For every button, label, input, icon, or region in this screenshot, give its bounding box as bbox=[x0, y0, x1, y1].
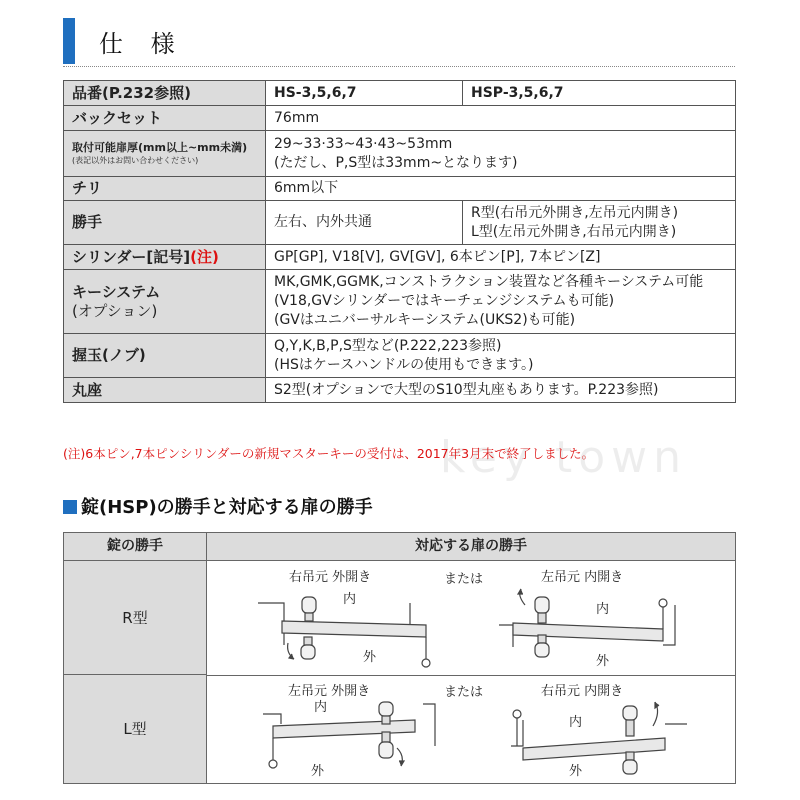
section-square-icon bbox=[63, 500, 77, 514]
r-right-outside: 外 bbox=[596, 654, 610, 669]
hand-hsp-line-1: R型(右吊元外開き,左吊元内開き) bbox=[471, 204, 679, 221]
spec-door bbox=[266, 131, 736, 177]
handing-col-lock: 錠の勝手 bbox=[64, 533, 207, 561]
r-left-door-diagram bbox=[250, 585, 440, 670]
spec-cylinder: GP[GP], V18[V], GV[GV], 6本ピン[P], 7本ピン[Z] bbox=[266, 245, 736, 270]
r-right-door-diagram bbox=[495, 585, 685, 670]
header-accent-bar bbox=[63, 18, 75, 64]
table-row bbox=[64, 334, 736, 378]
handing-col-door: 対応する扉の勝手 bbox=[207, 533, 735, 561]
spec-label-chiri: チリ bbox=[64, 177, 266, 201]
header-divider bbox=[63, 66, 735, 68]
spec-hand-hsp bbox=[463, 201, 736, 245]
spec-keysystem bbox=[266, 270, 736, 334]
spec-label-door bbox=[64, 131, 266, 177]
spec-knob bbox=[266, 334, 736, 378]
spec-hand-hs: 左右、内外共通 bbox=[266, 201, 463, 245]
knob-line-1: Q,Y,K,B,P,S型など(P.222,223参照) bbox=[274, 337, 502, 354]
table-row bbox=[64, 177, 736, 201]
keysystem-line-1: MK,GMK,GGMK,コンストラクション装置など各種キーシステム可能 bbox=[274, 274, 704, 290]
r-left-inside: 内 bbox=[343, 592, 357, 607]
cylinder-note-mark: (注) bbox=[190, 247, 219, 266]
door-label-note: (表記以外はお問い合わせください) bbox=[72, 156, 199, 165]
footnote: (注)6本ピン,7本ピンシリンダーの新規マスターキーの受付は、2017年3月末で終了しました。 bbox=[63, 446, 595, 461]
spec-label-knob: 握玉(ノブ) bbox=[64, 334, 266, 378]
keysystem-line-3: (GVはユニバーサルキーシステム(UKS2)も可能) bbox=[274, 312, 576, 328]
spec-label-cylinder bbox=[64, 245, 266, 270]
handing-r-type: R型 bbox=[64, 561, 207, 675]
table-row bbox=[64, 378, 736, 403]
watermark: key town bbox=[440, 432, 688, 483]
spec-label-model: 品番(P.232参照) bbox=[64, 81, 266, 106]
l-left-inside: 内 bbox=[314, 700, 328, 715]
table-row bbox=[64, 81, 736, 106]
table-row bbox=[64, 270, 736, 334]
r-right-caption: 左吊元 内開き bbox=[541, 570, 624, 585]
section-header bbox=[63, 18, 735, 64]
spec-table bbox=[63, 80, 736, 403]
spec-label-keysystem bbox=[64, 270, 266, 334]
knob-line-2: (HSはケースハンドルの使用もできます。) bbox=[274, 356, 534, 373]
spec-label-hand: 勝手 bbox=[64, 201, 266, 245]
l-left-caption: 左吊元 外開き bbox=[288, 684, 371, 699]
spec-label-rose: 丸座 bbox=[64, 378, 266, 403]
spec-chiri: 6mm以下 bbox=[266, 177, 736, 201]
spec-model-hsp: HSP-3,5,6,7 bbox=[463, 81, 736, 106]
door-label-main: 取付可能扉厚(mm以上~mm未満) bbox=[72, 141, 248, 154]
table-row bbox=[64, 131, 736, 177]
r-left-outside: 外 bbox=[363, 650, 377, 665]
hand-hsp-line-2: L型(左吊元外開き,右吊元内開き) bbox=[471, 223, 677, 240]
keysystem-label-main: キーシステム bbox=[72, 282, 161, 301]
l-or-label: または bbox=[444, 685, 484, 700]
l-left-outside: 外 bbox=[311, 764, 325, 779]
spec-rose: S2型(オプションで大型のS10型丸座もあります。P.223参照) bbox=[266, 378, 736, 403]
r-or-label: または bbox=[444, 572, 484, 587]
r-right-inside: 内 bbox=[596, 602, 610, 617]
spec-label-backset: バックセット bbox=[64, 106, 266, 131]
handing-row-divider bbox=[207, 675, 735, 676]
l-right-inside: 内 bbox=[569, 715, 583, 730]
l-right-door-diagram bbox=[505, 696, 695, 776]
table-row bbox=[64, 106, 736, 131]
handing-l-type: L型 bbox=[64, 675, 207, 783]
spec-model-hs: HS-3,5,6,7 bbox=[266, 81, 463, 106]
section-title bbox=[63, 493, 373, 519]
cylinder-label-text: シリンダー[記号] bbox=[72, 247, 191, 266]
keysystem-line-2: (V18,GVシリンダーではキーチェンジシステムも可能) bbox=[274, 293, 615, 309]
table-row bbox=[64, 245, 736, 270]
door-line-2: (ただし、P,S型は33mm~となります) bbox=[274, 154, 518, 171]
door-line-1: 29~33·33~43·43~53mm bbox=[274, 135, 453, 152]
l-left-door-diagram bbox=[255, 696, 445, 776]
keysystem-label-sub: (オプション) bbox=[72, 301, 158, 320]
section-title-text: 錠(HSP)の勝手と対応する扉の勝手 bbox=[81, 497, 373, 518]
r-left-caption: 右吊元 外開き bbox=[289, 570, 372, 585]
page-title: 仕 様 bbox=[99, 30, 185, 58]
l-right-caption: 右吊元 内開き bbox=[541, 684, 624, 699]
l-right-outside: 外 bbox=[569, 764, 583, 779]
table-row bbox=[64, 201, 736, 245]
spec-backset: 76mm bbox=[266, 106, 736, 131]
